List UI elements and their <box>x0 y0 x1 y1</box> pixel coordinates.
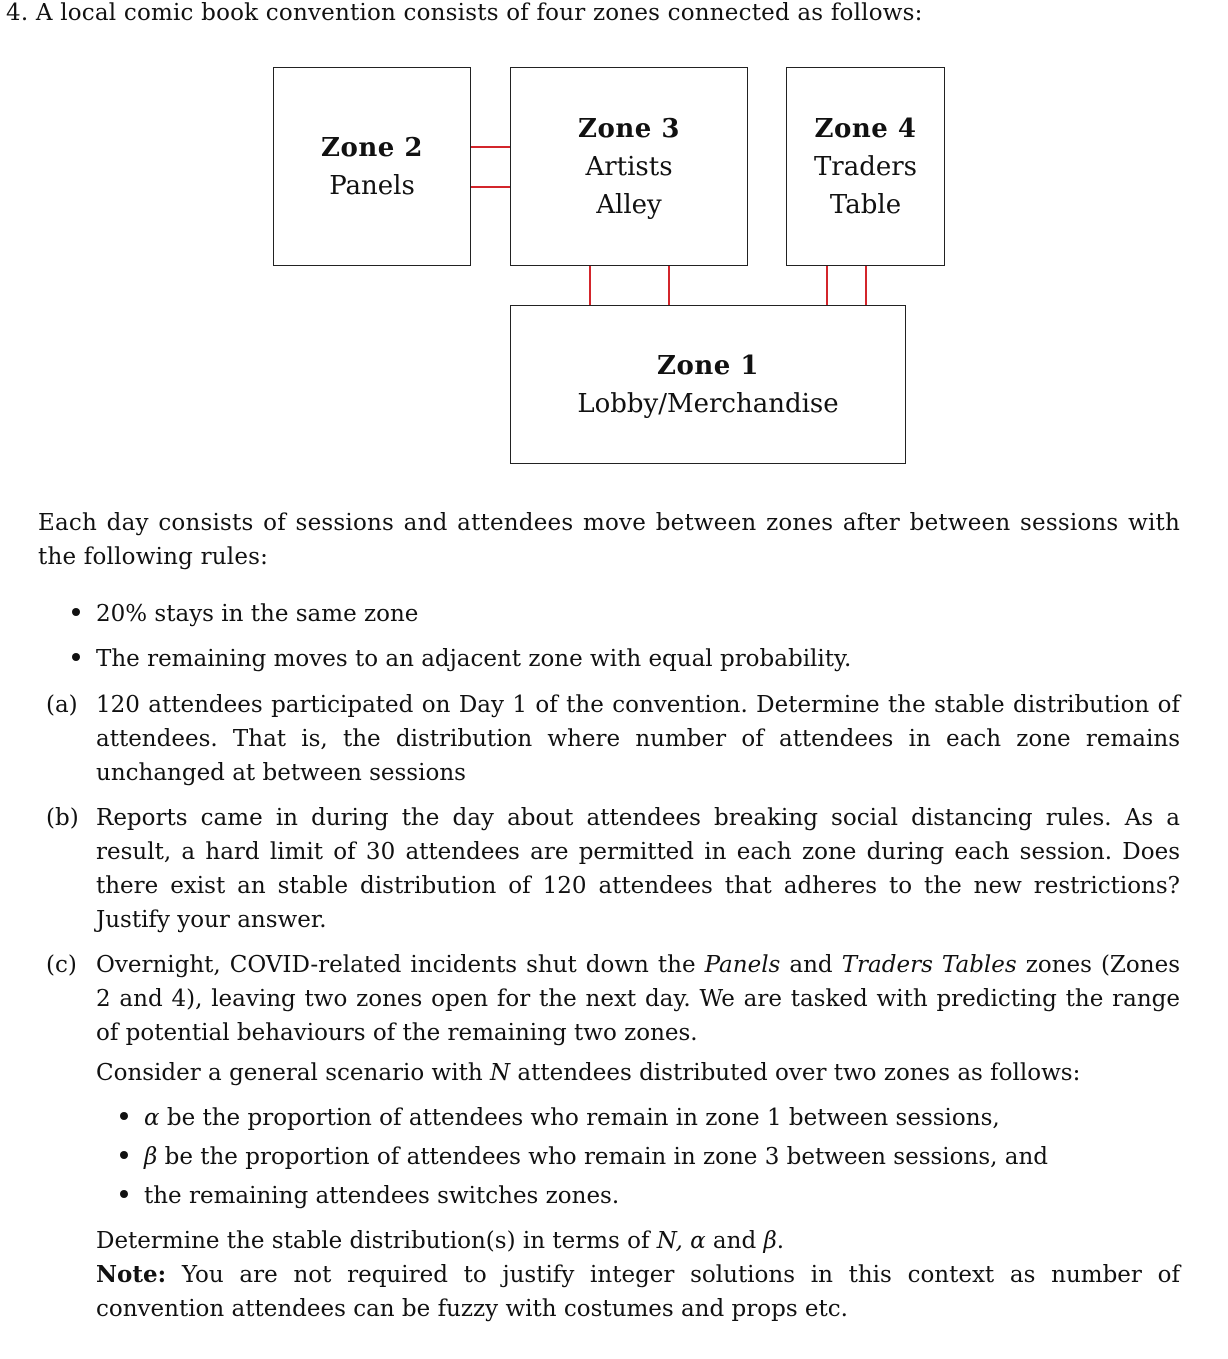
rules-intro: Each day consists of sessions and attendees move between zones after between sessions with the following rules: <box>38 510 1180 570</box>
zone-2-box <box>273 67 471 266</box>
scenario-item: β be the proportion of attendees who remain in zone 3 between sessions, and <box>120 1140 1048 1174</box>
scenario-item: the remaining attendees switches zones. <box>120 1179 619 1213</box>
part-a-label: (a) <box>46 692 78 718</box>
part-c-label: (c) <box>46 952 77 978</box>
var-beta-2: β <box>763 1228 777 1254</box>
zone-4-title: Zone 4 <box>814 113 917 144</box>
zone-3-name-line2: Alley <box>596 189 662 220</box>
bullet-dot <box>120 1151 128 1159</box>
panels-term: Panels <box>704 952 781 978</box>
zone-3-title: Zone 3 <box>578 113 680 144</box>
question-number: 4. <box>6 0 29 26</box>
connector-zone3-zone1-a <box>589 266 591 305</box>
question-intro: A local comic book convention consists of four zones connected as follows: <box>35 0 923 26</box>
question-heading <box>6 0 923 30</box>
zone-1-name: Lobby/Merchandise <box>577 388 839 419</box>
note-label: Note: <box>96 1261 167 1288</box>
connector-zone2-zone3-b <box>471 186 510 188</box>
zone-2-name: Panels <box>329 170 415 201</box>
var-beta: β <box>144 1144 158 1170</box>
connector-zone4-zone1-a <box>826 266 828 305</box>
rule-item: 20% stays in the same zone <box>72 597 418 631</box>
zone-2-title: Zone 2 <box>321 132 423 163</box>
part-c-paragraph-1: Overnight, COVID-related incidents shut down the Panels and Traders Tables zones (Zones 2 and 4), leaving two zones open for the next day. We are tasked with predicting the range of potential behaviours of the remaining two zones. <box>96 952 1180 1046</box>
zone-4-box <box>786 67 945 266</box>
part-b-text: Reports came in during the day about attendees breaking social distancing rules. As a result, a hard limit of 30 attendees are permitted in each zone during each session. Does there exist an stable distribution of 120 attendees that adheres to the new restrictions? Justify your answer. <box>96 805 1180 933</box>
part-b-label: (b) <box>46 805 79 831</box>
zone-4-name-line2: Table <box>829 189 902 220</box>
connector-zone4-zone1-b <box>865 266 867 305</box>
zone-1-box <box>510 305 906 464</box>
zone-3-box <box>510 67 748 266</box>
part-a-text: 120 attendees participated on Day 1 of the convention. Determine the stable distribution of attendees. That is, the distribution where number of attendees in each zone remains unchanged at between sessions <box>96 692 1180 786</box>
bullet-dot <box>120 1112 128 1120</box>
bullet-dot <box>120 1190 128 1198</box>
zone-1-title: Zone 1 <box>657 350 759 381</box>
traders-term: Traders Tables <box>841 952 1017 978</box>
vars-N-alpha: N, α <box>656 1228 706 1254</box>
connector-zone3-zone1-b <box>668 266 670 305</box>
connector-zone2-zone3-a <box>471 146 510 148</box>
part-c-paragraph-2: Consider a general scenario with N attendees distributed over two zones as follows: <box>96 1060 1081 1086</box>
part-c-note: Note: You are not required to justify integer solutions in this context as number of convention attendees can be fuzzy with costumes and props etc. <box>96 1261 1180 1322</box>
scenario-item: α be the proportion of attendees who remain in zone 1 between sessions, <box>120 1101 1000 1135</box>
rule-item: The remaining moves to an adjacent zone with equal probability. <box>72 642 851 676</box>
zone-3-name-line1: Artists <box>585 151 673 182</box>
bullet-dot <box>72 608 80 616</box>
bullet-dot <box>72 653 80 661</box>
zone-4-name-line1: Traders <box>813 151 918 182</box>
var-alpha: α <box>144 1105 160 1131</box>
part-c-paragraph-3: Determine the stable distribution(s) in terms of N, α and β. <box>96 1228 785 1254</box>
var-N: N <box>489 1060 511 1086</box>
